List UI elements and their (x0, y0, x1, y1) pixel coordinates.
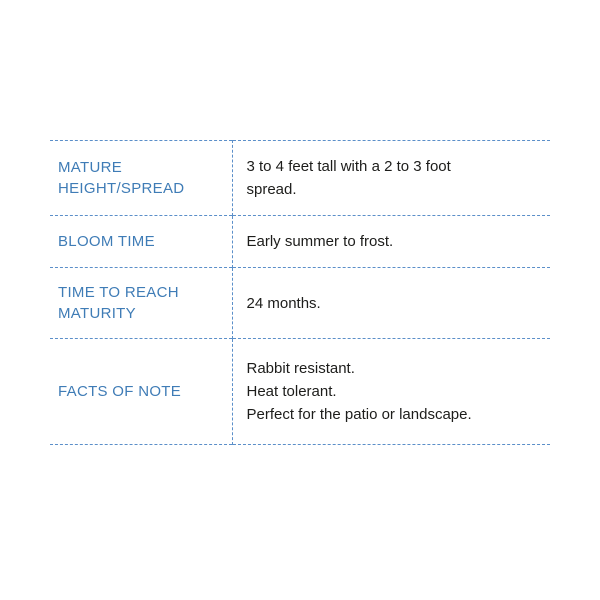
table-row (50, 339, 550, 445)
row-value-mature-height-spread (232, 141, 550, 216)
value-line: 24 months. (246, 294, 321, 312)
label-line: FACTS OF NOTE (58, 383, 182, 400)
row-value-bloom-time (232, 216, 550, 268)
value-line: Perfect for the patio or landscape. (246, 406, 472, 423)
table-row (50, 268, 550, 339)
table-row (50, 216, 550, 268)
value-line: Early summer to frost. (246, 233, 394, 250)
row-label-time-to-reach-maturity (50, 268, 232, 339)
row-label-facts-of-note (50, 339, 232, 445)
plant-specification-table (50, 140, 550, 445)
row-label-mature-height-spread (50, 141, 232, 216)
value-line: 3 to 4 feet tall with a 2 to 3 foot (246, 158, 451, 175)
label-line: HEIGHT/SPREAD (58, 180, 185, 197)
value-line: Rabbit resistant. (246, 360, 355, 377)
row-label-bloom-time (50, 216, 232, 268)
row-value-time-to-reach-maturity (232, 268, 550, 339)
label-line: MATURE (58, 159, 123, 176)
table-row (50, 141, 550, 216)
value-line: spread. (246, 181, 297, 198)
label-line: TIME TO REACH (58, 284, 179, 301)
label-line: MATURITY (58, 305, 136, 322)
row-value-facts-of-note (232, 339, 550, 445)
label-line: BLOOM TIME (58, 233, 155, 250)
value-line: Heat tolerant. (246, 383, 337, 400)
